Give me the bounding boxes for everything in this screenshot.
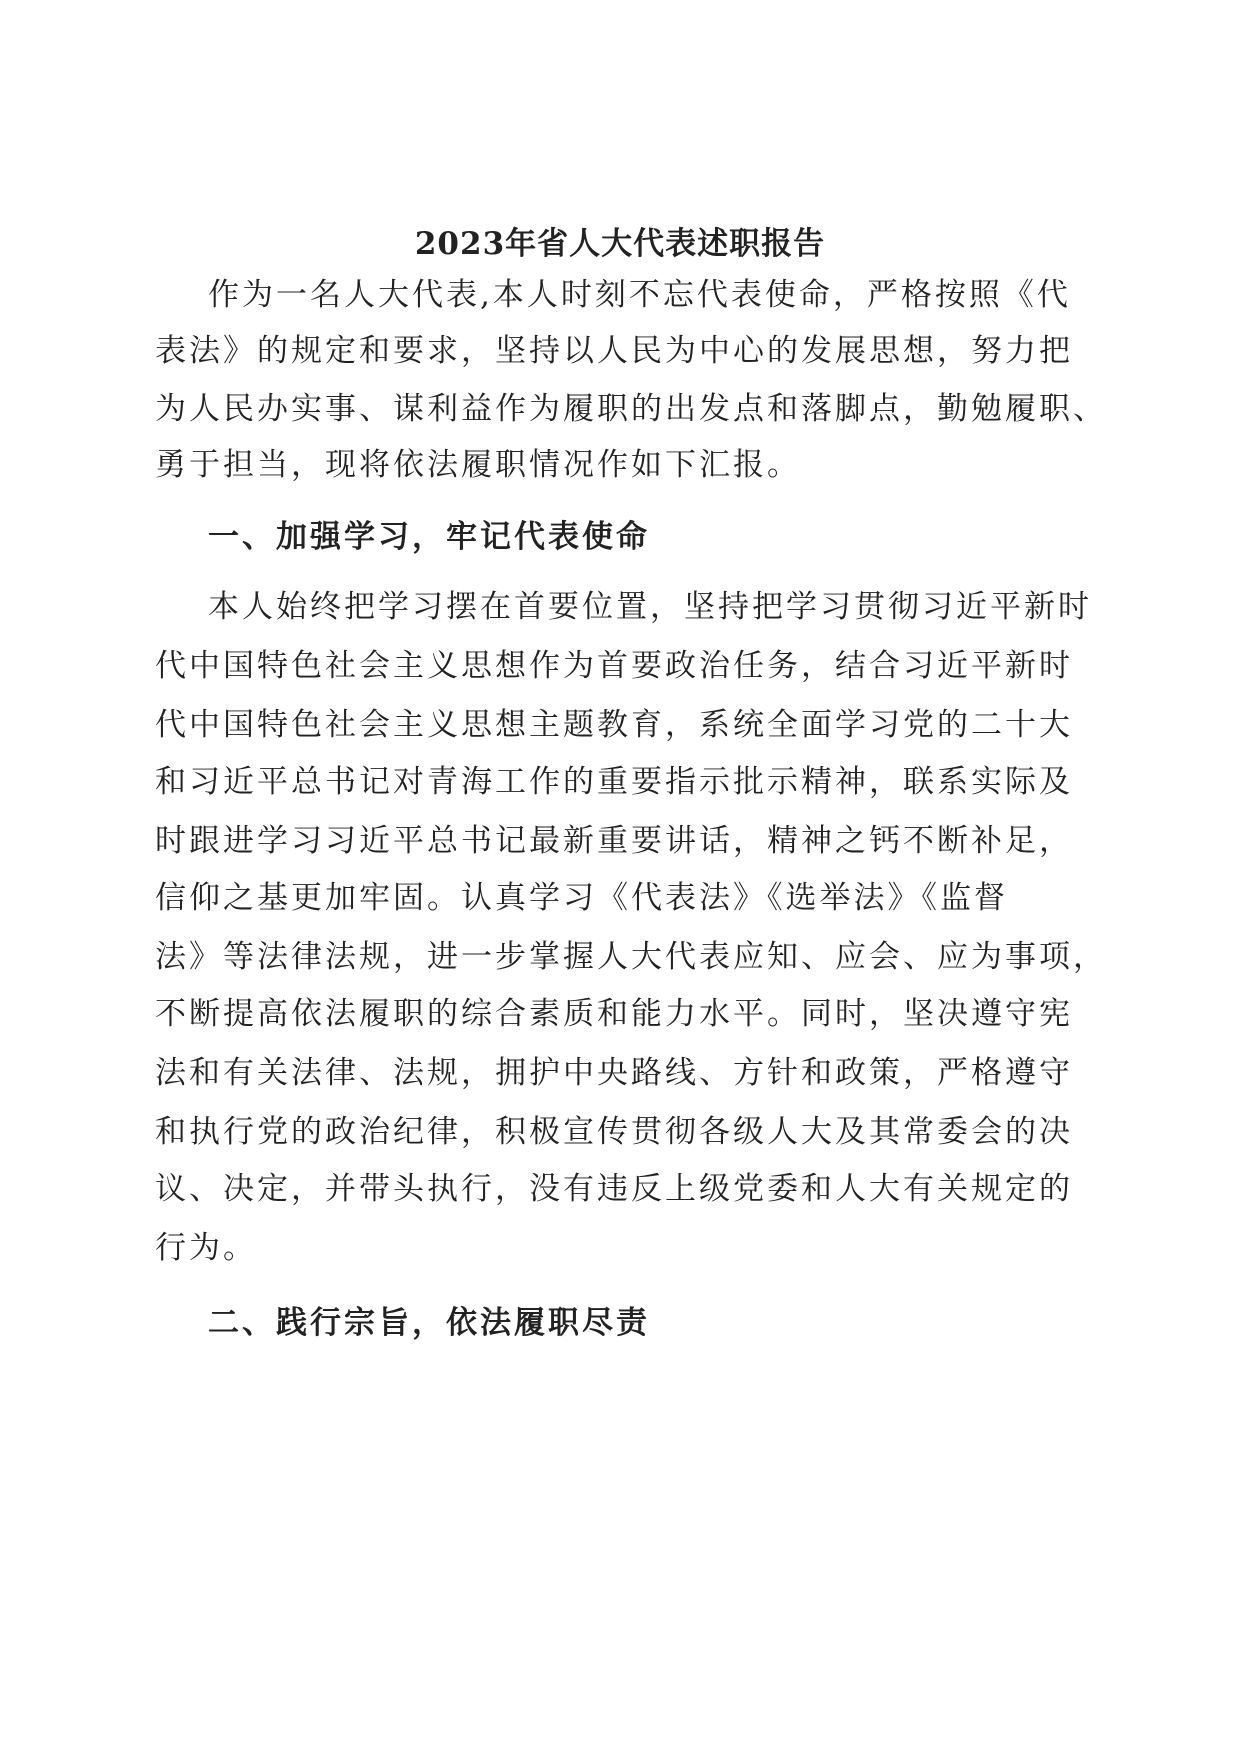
body-line: 信仰之基更加牢固。认真学习《代表法》《选举法》《监督 — [155, 880, 1008, 916]
body-line: 法》等法律法规，进一步掌握人大代表应知、应会、应为事项， — [155, 939, 1107, 975]
section-heading-1: 一、加强学习，牢记代表使命 — [208, 519, 650, 555]
body-line: 和习近平总书记对青海工作的重要指示批示精神，联系实际及 — [155, 764, 1073, 800]
intro-line: 表法》的规定和要求，坚持以人民为中心的发展思想，努力把 — [155, 333, 1073, 369]
intro-line: 作为一名人大代表,本人时刻不忘代表使命，严格按照《代 — [208, 277, 1071, 313]
body-line: 法和有关法律、法规，拥护中央路线、方针和政策，严格遵守 — [155, 1055, 1073, 1091]
body-line: 不断提高依法履职的综合素质和能力水平。同时，坚决遵守宪 — [155, 996, 1073, 1032]
section-heading-2: 二、践行宗旨，依法履职尽责 — [208, 1305, 650, 1341]
body-line: 行为。 — [155, 1230, 257, 1266]
body-line: 和执行党的政治纪律，积极宣传贯彻各级人大及其常委会的决 — [155, 1114, 1073, 1150]
intro-line: 为人民办实事、谋利益作为履职的出发点和落脚点，勤勉履职、 — [155, 391, 1107, 427]
body-line: 时跟进学习习近平总书记最新重要讲话，精神之钙不断补足， — [155, 823, 1073, 859]
body-line: 议、决定，并带头执行，没有违反上级党委和人大有关规定的 — [155, 1171, 1073, 1207]
document-title: 2023年省人大代表述职报告 — [414, 226, 826, 262]
body-line: 代中国特色社会主义思想主题教育，系统全面学习党的二十大 — [155, 707, 1073, 743]
body-line: 代中国特色社会主义思想作为首要政治任务，结合习近平新时 — [155, 648, 1073, 684]
intro-line: 勇于担当，现将依法履职情况作如下汇报。 — [155, 447, 801, 483]
body-line: 本人始终把学习摆在首要位置，坚持把学习贯彻习近平新时 — [208, 589, 1092, 625]
